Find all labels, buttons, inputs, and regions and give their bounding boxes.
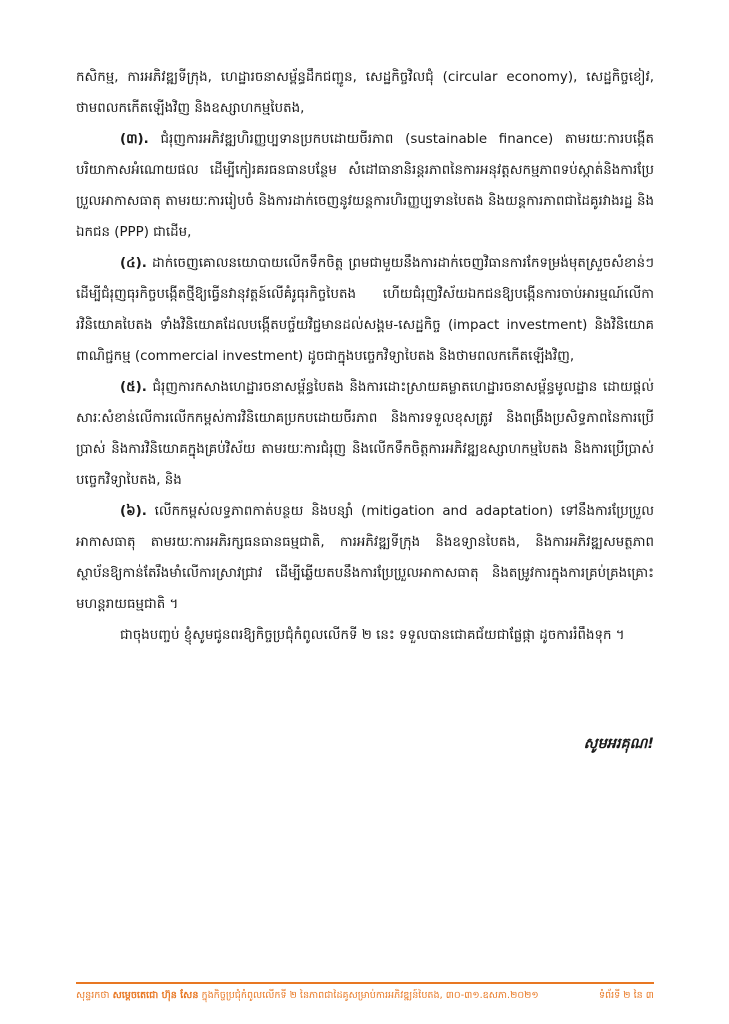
item-text: លើកកម្ពស់លទ្ធភាពកាត់បន្ថយ និងបន្សាំ (mitigation and adaptation) ទៅនឹងការប្រែប្រួលអាកាសធាតុ តាមរយៈការអភិរក្សធនធានធម្មជាតិ, ការអភិវឌ្ឍទីក្រុង និងឧទ្យានបៃតង, និងការអភិវឌ្ឍសមត្ថភាពស្ថាប័នឱ្យកាន់តែរឹងមាំលើការស្រាវជ្រាវ ដើម្បីឆ្លើយតបនឹងការប្រែប្រួលអាកាសធាតុ និងតម្រូវការក្នុងការគ្រប់គ្រងគ្រោះមហន្តរាយធម្មជាតិ ។ — [76, 504, 654, 612]
footer-event: ក្នុងកិច្ចប្រជុំកំពូលលើកទី ២ នៃភាពជាដៃគូសម្រាប់ការអភិវឌ្ឍន៍បៃតង, ៣០-៣១.ឧសភា.២០២១ — [201, 990, 539, 1001]
footer-source — [76, 989, 539, 1003]
footer-divider — [76, 982, 654, 984]
intro-paragraph: កសិកម្ម, ការអភិវឌ្ឍទីក្រុង, ហេដ្ឋារចនាសម្ព័ន្ធដឹកជញ្ជូន, សេដ្ឋកិច្ចវិលជុំ (circular economy), សេដ្ឋកិច្ចខៀវ, ថាមពលកកើតឡើងវិញ និងឧស្សាហកម្មបៃតង, — [76, 70, 654, 116]
speech-body — [76, 62, 654, 651]
list-item — [76, 248, 654, 372]
list-item — [76, 496, 654, 620]
item-number: (៣). — [120, 132, 149, 147]
item-text: ជំរុញការអភិវឌ្ឍហិរញ្ញប្បទានប្រកបដោយចីរភាព (sustainable finance) តាមរយៈការបង្កើតបរិយាកាសអំណោយផល ដើម្បីកៀរគរធនធានបន្ថែម សំដៅធានានិរន្តរភាពនៃការអនុវត្តសកម្មភាពទប់ស្កាត់និងការប្រែប្រួលអាកាសធាតុ តាមរយៈការរៀបចំ និងការដាក់ចេញនូវយន្តការហិរញ្ញប្បទានបៃតង និងយន្តការភាពជាដៃគូរវាងរដ្ឋ និងឯកជន (PPP) ជាដើម, — [76, 132, 654, 240]
conclusion-paragraph: ជាចុងបញ្ចប់ ខ្ញុំសូមជូនពរឱ្យកិច្ចប្រជុំកំពូលលើកទី ២ នេះ ទទួលបានជោគជ័យជាផ្លែផ្កា ដូចការរំពឹងទុក ។ — [120, 628, 625, 643]
page-footer — [76, 989, 654, 1003]
item-number: (៥). — [120, 380, 147, 395]
list-item — [76, 124, 654, 248]
item-text: ដាក់ចេញគោលនយោបាយលើកទឹកចិត្ត ព្រមជាមួយនឹងការដាក់ចេញវិធានការកែទម្រង់មុតស្រួចសំខាន់ៗ ដើម្បីជំរុញធុរកិច្ចបង្កើតថ្មីឱ្យធ្វើនវានុវត្តន៍លើគំរូធុរកិច្ចបៃតង ហើយជំរុញវិស័យឯកជនឱ្យបង្កើនការចាប់អារម្មណ៍លើការវិនិយោគបៃតង ទាំងវិនិយោគដែលបង្កើតបច្ច័យវិជ្ជមានដល់សង្គម-សេដ្ឋកិច្ច (impact investment) និងវិនិយោគពាណិជ្ជកម្ម (commercial investment) ដូចជាក្នុងបច្ចេកវិទ្យាបៃតង និងថាមពលកកើតឡើងវិញ, — [76, 256, 654, 364]
list-item — [76, 372, 654, 496]
item-number: (៦). — [120, 504, 147, 519]
page-number: ទំព័រទី ២ នៃ ៣ — [598, 990, 654, 1001]
closing-thanks: សូមអរគុណ! — [583, 736, 654, 752]
item-number: (៤). — [120, 256, 147, 271]
item-text: ជំរុញការកសាងហេដ្ឋារចនាសម្ព័ន្ធបៃតង និងការដោះស្រាយគម្លាតហេដ្ឋារចនាសម្ព័ន្ធមូលដ្ឋាន ដោយផ្តល់សារៈសំខាន់លើការលើកកម្ពស់ការវិនិយោគប្រកបដោយចីរភាព និងការទទួលខុសត្រូវ និងពង្រឹងប្រសិទ្ធភាពនៃការប្រើប្រាស់ និងការវិនិយោគក្នុងគ្រប់វិស័យ តាមរយៈការជំរុញ និងលើកទឹកចិត្តការអភិវឌ្ឍឧស្សាហកម្មបៃតង និងការប្រើប្រាស់បច្ចេកវិទ្យាបៃតង, និង — [76, 380, 654, 488]
footer-speech-label: សុន្ទរកថា — [76, 990, 110, 1001]
footer-speaker: សម្តេចតេជោ ហ៊ុន សែន — [112, 990, 199, 1001]
